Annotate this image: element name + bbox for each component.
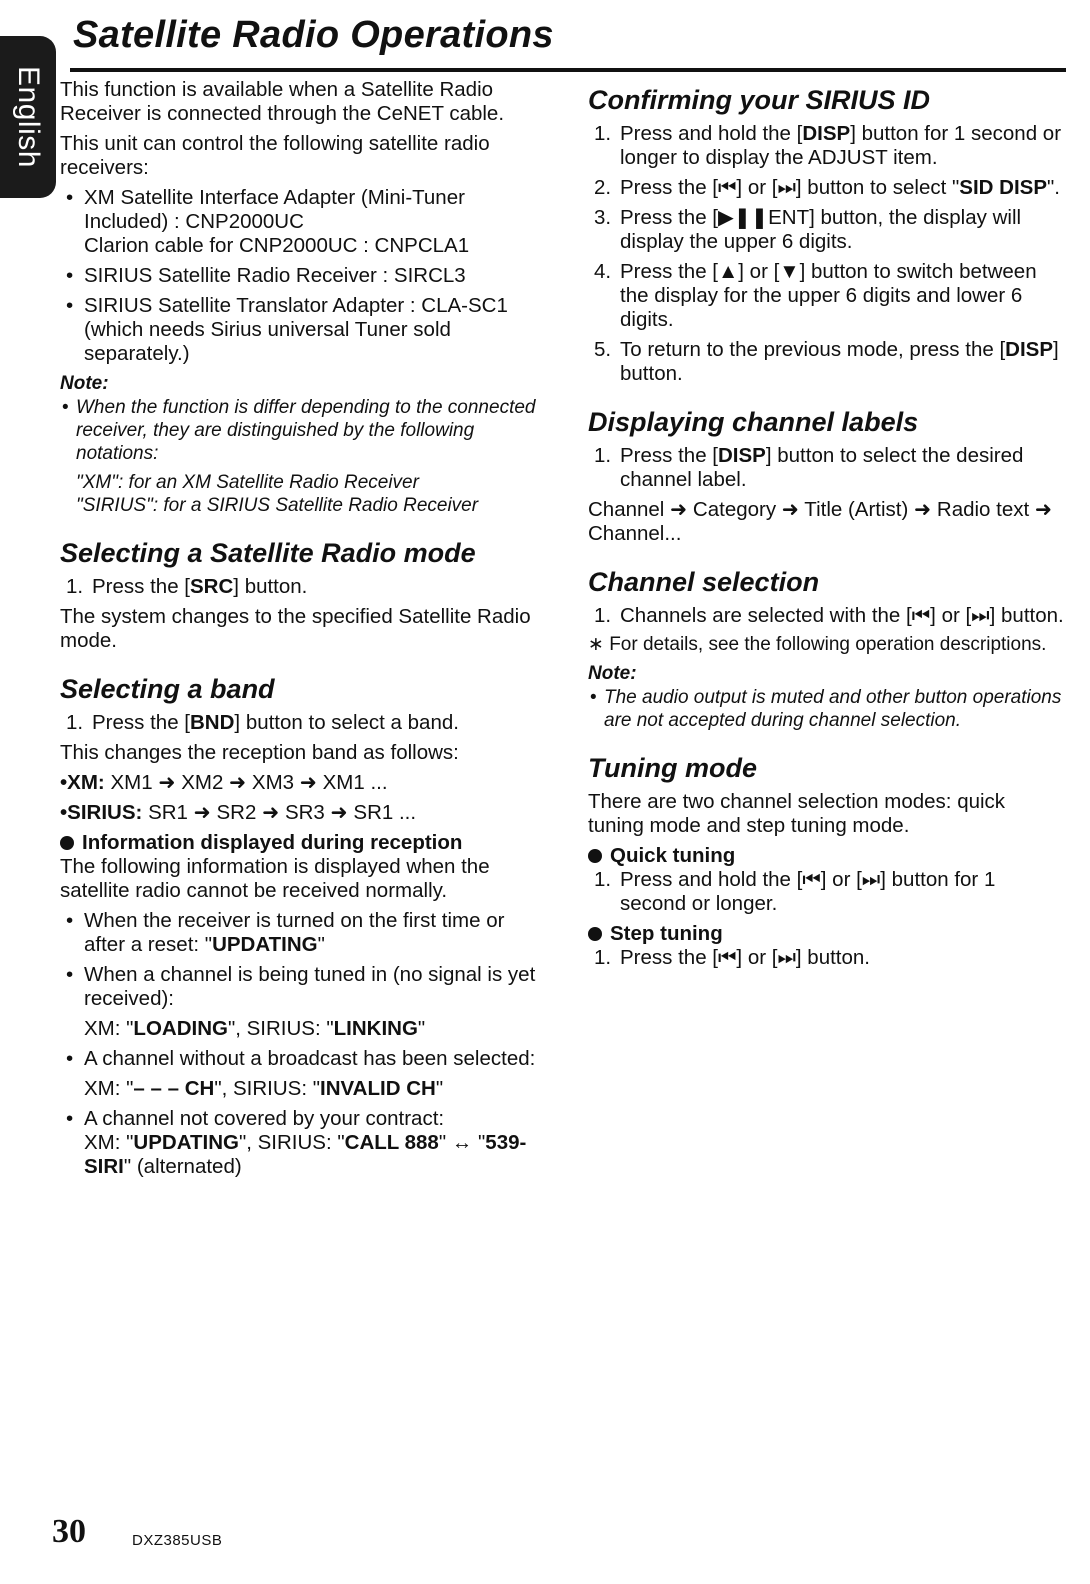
key-disp: DISP xyxy=(718,444,766,467)
note-label: Note: xyxy=(60,373,109,394)
language-tab-label: English xyxy=(12,66,45,168)
step-tuning-heading: Step tuning xyxy=(588,922,1066,946)
model-name: DXZ385USB xyxy=(132,1532,223,1549)
language-tab xyxy=(0,36,56,198)
step-text: To return to the previous mode, press the [ xyxy=(620,338,1006,361)
info-4-g: " (alternated) xyxy=(123,1155,242,1178)
list-item xyxy=(60,1047,538,1101)
chsel-detail: ∗ For details, see the following operation descriptions. xyxy=(588,634,1047,655)
list-item: • SIRIUS Satellite Radio Receiver : SIRCL3 xyxy=(60,264,538,288)
info-3-a: XM: " xyxy=(84,1077,134,1100)
labels-sequence: Channel ➜ Category ➜ Title (Artist) ➜ Radio text ➜ Channel... xyxy=(588,498,1053,545)
section-title-band: Selecting a band xyxy=(60,674,275,704)
step-number: 1. xyxy=(594,604,612,627)
info-4-f: 539-SIRI xyxy=(84,1131,527,1178)
list-item xyxy=(60,963,538,1041)
quick-tuning-heading: Quick tuning xyxy=(588,844,1066,868)
step-text: ". xyxy=(1047,176,1060,199)
note-xm-text: "XM": for an XM Satellite Radio Receiver xyxy=(76,472,419,493)
title-rule xyxy=(70,68,1066,72)
list-item xyxy=(588,122,1066,170)
info-4-a: XM: " xyxy=(84,1131,134,1154)
key-disp: DISP xyxy=(802,122,851,145)
key-disp: DISP xyxy=(1005,338,1054,361)
step-text: Press the [⏮] or [⏭] button to select " xyxy=(620,176,960,199)
info-4-c: ", SIRIUS: " xyxy=(238,1131,345,1154)
band-sequence-sirius xyxy=(60,801,538,825)
receiver-list xyxy=(60,186,538,366)
key-bnd: BND xyxy=(190,711,235,734)
list-item xyxy=(588,176,1066,200)
band-xm-seq: XM1 ➜ XM2 ➜ XM3 ➜ XM1 ... xyxy=(110,771,388,794)
step-text: Press and hold the [ xyxy=(620,122,803,145)
info-2-b: LOADING xyxy=(133,1017,228,1040)
band-sirius-label: •SIRIUS: xyxy=(60,801,143,824)
section-title-sirius-id: Confirming your SIRIUS ID xyxy=(588,85,931,115)
info-4-d: CALL 888 xyxy=(344,1131,439,1154)
band-text: This changes the reception band as follows: xyxy=(60,741,459,764)
info-3-d: INVALID CH xyxy=(320,1077,436,1100)
step-text: ] button. xyxy=(620,338,1059,385)
list-item: • SIRIUS Satellite Translator Adapter : CLA-SC1 (which needs Sirius universal Tuner sold separately.) xyxy=(60,294,538,366)
step-text: Press the [ xyxy=(620,444,718,467)
info-3-text: • A channel without a broadcast has been selected: xyxy=(84,1047,536,1070)
list-item xyxy=(588,946,1066,970)
step-number: 1. xyxy=(594,946,612,969)
section-title-channel-labels: Displaying channel labels xyxy=(588,407,919,437)
intro-text-2: This unit can control the following satellite radio receivers: xyxy=(60,132,490,179)
info-4-e: " ↔ " xyxy=(438,1131,486,1154)
step-text: ] button for 1 second or longer to display the ADJUST item. xyxy=(620,122,1062,169)
intro-text-1: This function is available when a Satellite Radio Receiver is connected through the CeNET cable. xyxy=(60,78,505,125)
step-text: ] button. xyxy=(233,575,308,598)
step-number: 1. xyxy=(66,575,84,598)
section-title-tuning-mode: Tuning mode xyxy=(588,753,757,783)
info-4-text: • A channel not covered by your contract: xyxy=(84,1107,445,1130)
step-number: 2. xyxy=(594,176,612,199)
step-text: Press and hold the [⏮] or [⏭] button for 1 second or longer. xyxy=(620,868,996,915)
info-2-a: XM: " xyxy=(84,1017,134,1040)
info-3-b: – – – CH xyxy=(133,1077,215,1100)
key-src: SRC xyxy=(190,575,234,598)
info-1-key: UPDATING xyxy=(212,933,318,956)
right-column xyxy=(588,84,1066,976)
step-number: 4. xyxy=(594,260,612,283)
section-title-channel-selection: Channel selection xyxy=(588,567,820,597)
list-item xyxy=(588,338,1066,386)
band-xm-label: •XM: xyxy=(60,771,105,794)
info-2-text: • When a channel is being tuned in (no signal is yet received): xyxy=(84,963,536,1010)
band-sequence-xm xyxy=(60,771,538,795)
page-number: 30 xyxy=(52,1513,86,1550)
list-item xyxy=(60,711,538,735)
step-text: Press the [▶❚❚ENT] button, the display will display the upper 6 digits. xyxy=(620,206,1022,253)
list-item xyxy=(588,444,1066,492)
step-number: 1. xyxy=(66,711,84,734)
info-text: The following information is displayed when the satellite radio cannot be received normally. xyxy=(60,855,490,902)
step-number: 3. xyxy=(594,206,612,229)
step-text: ] button to select a band. xyxy=(234,711,459,734)
note-text: • The audio output is muted and other button operations are not accepted during channel selection. xyxy=(588,686,1066,732)
step-number: 1. xyxy=(594,122,612,145)
list-item xyxy=(588,604,1066,628)
mode-sub-text: The system changes to the specified Satellite Radio mode. xyxy=(60,605,531,652)
info-3-c: ", SIRIUS: " xyxy=(214,1077,321,1100)
receiver-1: • XM Satellite Interface Adapter (Mini-Tuner Included) : CNP2000UC xyxy=(84,186,465,233)
key-sid-disp: SID DISP xyxy=(959,176,1048,199)
list-item xyxy=(60,575,538,599)
step-text: Press the [ xyxy=(92,575,190,598)
band-sirius-seq: SR1 ➜ SR2 ➜ SR3 ➜ SR1 ... xyxy=(148,801,417,824)
note-xm xyxy=(60,471,538,517)
info-2-e: " xyxy=(417,1017,426,1040)
section-title-mode: Selecting a Satellite Radio mode xyxy=(60,538,476,568)
tuning-text: There are two channel selection modes: quick tuning mode and step tuning mode. xyxy=(588,790,1006,837)
info-4-b: UPDATING xyxy=(133,1131,239,1154)
info-2-c: ", SIRIUS: " xyxy=(227,1017,334,1040)
list-item xyxy=(588,260,1066,332)
note-label: Note: xyxy=(588,663,637,684)
step-text: Press the [▲] or [▼] button to switch between the display for the upper 6 digits and lower 6 digits. xyxy=(620,260,1037,331)
info-3-e: " xyxy=(435,1077,444,1100)
step-text: Press the [ xyxy=(92,711,190,734)
list-item xyxy=(588,868,1066,916)
list-item xyxy=(60,1107,538,1179)
step-number: 1. xyxy=(594,868,612,891)
step-number: 5. xyxy=(594,338,612,361)
info-heading: Information displayed during reception xyxy=(60,831,538,855)
step-text: Channels are selected with the [⏮] or [⏭] button. xyxy=(620,604,1064,627)
receiver-1-cable: Clarion cable for CNP2000UC : CNPCLA1 xyxy=(84,234,470,257)
list-item xyxy=(60,909,538,957)
step-text: ] button to select the desired channel label. xyxy=(620,444,1024,491)
info-1-text: When the receiver is turned on the first time or after a reset: " xyxy=(84,909,505,956)
info-1-text: " xyxy=(317,933,325,956)
note-sirius-text: "SIRIUS": for a SIRIUS Satellite Radio Receiver xyxy=(76,495,479,516)
left-column xyxy=(60,78,538,1185)
step-text: Press the [⏮] or [⏭] button. xyxy=(620,946,870,969)
page-title: Satellite Radio Operations xyxy=(73,14,554,56)
list-item xyxy=(60,186,538,258)
info-2-d: LINKING xyxy=(333,1017,418,1040)
note-text: • When the function is differ depending to the connected receiver, they are distinguished by the following notations: xyxy=(60,396,538,465)
step-number: 1. xyxy=(594,444,612,467)
list-item xyxy=(588,206,1066,254)
